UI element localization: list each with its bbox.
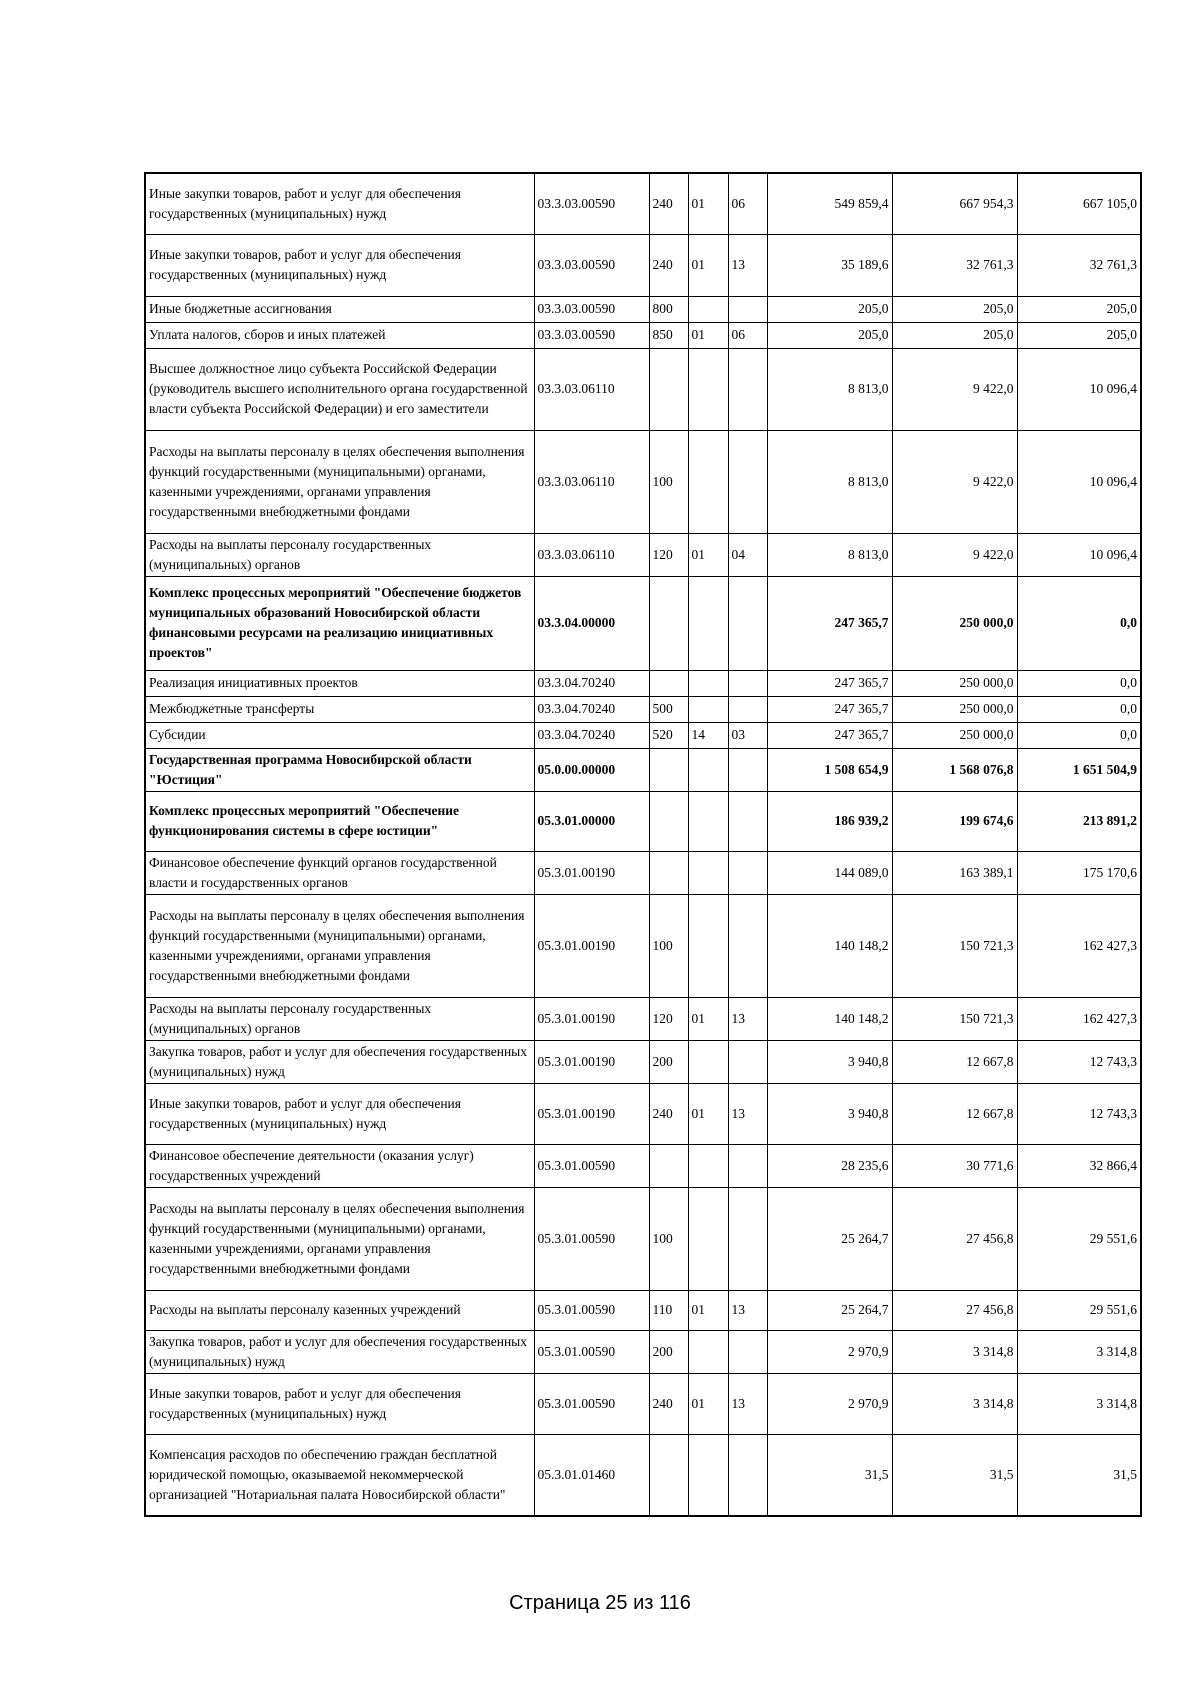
cell-amount-year1: 140 148,2: [767, 997, 892, 1040]
cell-expense-type: 100: [649, 430, 688, 533]
table-row: [145, 1144, 1141, 1187]
cell-amount-year2: 30 771,6: [892, 1144, 1017, 1187]
cell-name: Высшее должностное лицо субъекта Российской Федерации (руководитель высшего исполнительного органа государственной власти субъекта Российской Федерации) и его заместители: [145, 348, 534, 430]
cell-amount-year3: 3 314,8: [1017, 1330, 1141, 1373]
cell-name: Государственная программа Новосибирской области "Юстиция": [145, 748, 534, 791]
cell-amount-year1: 247 365,7: [767, 670, 892, 696]
cell-amount-year2: 12 667,8: [892, 1040, 1017, 1083]
cell-amount-year3: 162 427,3: [1017, 997, 1141, 1040]
cell-amount-year3: 213 891,2: [1017, 791, 1141, 851]
table-row: [145, 1373, 1141, 1434]
cell-name: Закупка товаров, работ и услуг для обеспечения государственных (муниципальных) нужд: [145, 1040, 534, 1083]
cell-subsection: [728, 851, 767, 894]
cell-target-code: 03.3.04.70240: [534, 696, 649, 722]
cell-subsection: 03: [728, 722, 767, 748]
cell-expense-type: [649, 1144, 688, 1187]
table-row: [145, 696, 1141, 722]
cell-amount-year1: 8 813,0: [767, 533, 892, 576]
cell-expense-type: [649, 791, 688, 851]
cell-amount-year3: 12 743,3: [1017, 1083, 1141, 1144]
cell-target-code: 05.3.01.00190: [534, 1040, 649, 1083]
cell-subsection: [728, 348, 767, 430]
cell-section: [688, 1330, 728, 1373]
cell-amount-year2: 9 422,0: [892, 348, 1017, 430]
cell-section: [688, 670, 728, 696]
cell-name: Иные закупки товаров, работ и услуг для обеспечения государственных (муниципальных) нужд: [145, 234, 534, 296]
cell-amount-year1: 8 813,0: [767, 348, 892, 430]
cell-expense-type: 200: [649, 1330, 688, 1373]
cell-amount-year2: 250 000,0: [892, 722, 1017, 748]
table-row: [145, 296, 1141, 322]
cell-subsection: [728, 1434, 767, 1516]
cell-name: Иные закупки товаров, работ и услуг для обеспечения государственных (муниципальных) нужд: [145, 1083, 534, 1144]
table-row: [145, 670, 1141, 696]
cell-section: 01: [688, 1083, 728, 1144]
table-row: [145, 851, 1141, 894]
cell-amount-year3: 3 314,8: [1017, 1373, 1141, 1434]
cell-amount-year3: 667 105,0: [1017, 173, 1141, 234]
cell-target-code: 05.3.01.00190: [534, 997, 649, 1040]
cell-subsection: [728, 1144, 767, 1187]
cell-amount-year3: 205,0: [1017, 296, 1141, 322]
cell-section: [688, 1144, 728, 1187]
cell-amount-year1: 8 813,0: [767, 430, 892, 533]
cell-expense-type: [649, 1434, 688, 1516]
cell-amount-year1: 25 264,7: [767, 1290, 892, 1330]
cell-name: Межбюджетные трансферты: [145, 696, 534, 722]
cell-target-code: 05.3.01.00000: [534, 791, 649, 851]
cell-subsection: 13: [728, 997, 767, 1040]
cell-target-code: 05.3.01.00590: [534, 1290, 649, 1330]
cell-amount-year2: 150 721,3: [892, 894, 1017, 997]
cell-name: Комплекс процессных мероприятий "Обеспечение бюджетов муниципальных образований Новосибирской области финансовыми ресурсами на реализацию инициативных проектов": [145, 576, 534, 670]
cell-name: Расходы на выплаты персоналу в целях обеспечения выполнения функций государственными (муниципальными) органами, казенными учреждениями, органами управления государственными внебюджетными фондами: [145, 894, 534, 997]
cell-section: [688, 1040, 728, 1083]
cell-expense-type: 240: [649, 1083, 688, 1144]
cell-name: Комплекс процессных мероприятий "Обеспечение функционирования системы в сфере юстиции": [145, 791, 534, 851]
cell-amount-year3: 10 096,4: [1017, 348, 1141, 430]
cell-amount-year2: 12 667,8: [892, 1083, 1017, 1144]
table-body: [145, 173, 1141, 1516]
cell-amount-year1: 1 508 654,9: [767, 748, 892, 791]
cell-subsection: 06: [728, 173, 767, 234]
cell-expense-type: [649, 851, 688, 894]
cell-amount-year2: 3 314,8: [892, 1330, 1017, 1373]
cell-amount-year1: 140 148,2: [767, 894, 892, 997]
cell-amount-year3: 1 651 504,9: [1017, 748, 1141, 791]
cell-target-code: 03.3.03.00590: [534, 322, 649, 348]
cell-amount-year2: 150 721,3: [892, 997, 1017, 1040]
cell-amount-year2: 27 456,8: [892, 1187, 1017, 1290]
cell-section: 01: [688, 322, 728, 348]
cell-amount-year2: 205,0: [892, 322, 1017, 348]
cell-amount-year1: 144 089,0: [767, 851, 892, 894]
page-number: Страница 25 из 116: [509, 1592, 691, 1614]
cell-amount-year2: 163 389,1: [892, 851, 1017, 894]
cell-expense-type: 500: [649, 696, 688, 722]
cell-target-code: 05.3.01.01460: [534, 1434, 649, 1516]
cell-amount-year1: 35 189,6: [767, 234, 892, 296]
cell-target-code: 05.3.01.00590: [534, 1330, 649, 1373]
cell-target-code: 05.3.01.00590: [534, 1187, 649, 1290]
cell-subsection: [728, 748, 767, 791]
cell-target-code: 03.3.03.00590: [534, 173, 649, 234]
cell-expense-type: 100: [649, 1187, 688, 1290]
cell-target-code: 05.0.00.00000: [534, 748, 649, 791]
budget-table: [144, 172, 1142, 1517]
cell-expense-type: 240: [649, 173, 688, 234]
cell-section: [688, 348, 728, 430]
cell-name: Иные закупки товаров, работ и услуг для обеспечения государственных (муниципальных) нужд: [145, 1373, 534, 1434]
cell-name: Расходы на выплаты персоналу государственных (муниципальных) органов: [145, 533, 534, 576]
cell-section: [688, 430, 728, 533]
table-row: [145, 722, 1141, 748]
cell-expense-type: [649, 576, 688, 670]
cell-amount-year2: 250 000,0: [892, 670, 1017, 696]
cell-expense-type: [649, 348, 688, 430]
cell-amount-year1: 2 970,9: [767, 1373, 892, 1434]
cell-subsection: [728, 296, 767, 322]
cell-target-code: 03.3.03.06110: [534, 533, 649, 576]
cell-amount-year2: 3 314,8: [892, 1373, 1017, 1434]
cell-section: [688, 894, 728, 997]
table-row: [145, 1187, 1141, 1290]
cell-expense-type: [649, 670, 688, 696]
cell-expense-type: 200: [649, 1040, 688, 1083]
cell-amount-year1: 247 365,7: [767, 576, 892, 670]
cell-expense-type: 100: [649, 894, 688, 997]
cell-subsection: 13: [728, 1290, 767, 1330]
cell-section: 01: [688, 1290, 728, 1330]
cell-expense-type: 240: [649, 1373, 688, 1434]
cell-name: Финансовое обеспечение деятельности (оказания услуг) государственных учреждений: [145, 1144, 534, 1187]
cell-expense-type: 120: [649, 533, 688, 576]
cell-amount-year2: 667 954,3: [892, 173, 1017, 234]
table-row: [145, 997, 1141, 1040]
table-row: [145, 430, 1141, 533]
cell-amount-year3: 0,0: [1017, 722, 1141, 748]
cell-name: Закупка товаров, работ и услуг для обеспечения государственных (муниципальных) нужд: [145, 1330, 534, 1373]
cell-section: 01: [688, 173, 728, 234]
cell-target-code: 03.3.03.06110: [534, 348, 649, 430]
cell-subsection: [728, 696, 767, 722]
cell-section: 01: [688, 1373, 728, 1434]
cell-amount-year3: 12 743,3: [1017, 1040, 1141, 1083]
cell-target-code: 03.3.03.06110: [534, 430, 649, 533]
cell-section: 01: [688, 234, 728, 296]
cell-amount-year2: 32 761,3: [892, 234, 1017, 296]
cell-section: 01: [688, 997, 728, 1040]
table-row: [145, 234, 1141, 296]
cell-target-code: 05.3.01.00190: [534, 894, 649, 997]
cell-amount-year3: 32 761,3: [1017, 234, 1141, 296]
cell-section: [688, 791, 728, 851]
cell-amount-year3: 0,0: [1017, 670, 1141, 696]
cell-target-code: 05.3.01.00190: [534, 1083, 649, 1144]
cell-subsection: 13: [728, 234, 767, 296]
table-row: [145, 1040, 1141, 1083]
cell-target-code: 05.3.01.00190: [534, 851, 649, 894]
cell-amount-year3: 29 551,6: [1017, 1290, 1141, 1330]
cell-amount-year1: 186 939,2: [767, 791, 892, 851]
cell-amount-year1: 205,0: [767, 322, 892, 348]
cell-expense-type: 850: [649, 322, 688, 348]
cell-amount-year2: 250 000,0: [892, 696, 1017, 722]
cell-section: [688, 296, 728, 322]
cell-section: [688, 1434, 728, 1516]
table-row: [145, 1330, 1141, 1373]
cell-section: 14: [688, 722, 728, 748]
cell-name: Расходы на выплаты персоналу в целях обеспечения выполнения функций государственными (муниципальными) органами, казенными учреждениями, органами управления государственными внебюджетными фондами: [145, 430, 534, 533]
cell-subsection: [728, 1330, 767, 1373]
cell-subsection: [728, 430, 767, 533]
cell-name: Иные закупки товаров, работ и услуг для обеспечения государственных (муниципальных) нужд: [145, 173, 534, 234]
cell-amount-year2: 1 568 076,8: [892, 748, 1017, 791]
cell-amount-year3: 175 170,6: [1017, 851, 1141, 894]
cell-name: Компенсация расходов по обеспечению граждан бесплатной юридической помощью, оказываемой некоммерческой организацией "Нотариальная палата Новосибирской области": [145, 1434, 534, 1516]
cell-name: Иные бюджетные ассигнования: [145, 296, 534, 322]
cell-amount-year3: 162 427,3: [1017, 894, 1141, 997]
cell-subsection: [728, 1187, 767, 1290]
cell-section: [688, 748, 728, 791]
cell-amount-year1: 3 940,8: [767, 1040, 892, 1083]
cell-name: Уплата налогов, сборов и иных платежей: [145, 322, 534, 348]
cell-name: Финансовое обеспечение функций органов государственной власти и государственных органов: [145, 851, 534, 894]
table-row: [145, 1290, 1141, 1330]
cell-expense-type: 120: [649, 997, 688, 1040]
cell-expense-type: [649, 748, 688, 791]
cell-subsection: [728, 576, 767, 670]
cell-amount-year1: 247 365,7: [767, 696, 892, 722]
cell-subsection: 13: [728, 1373, 767, 1434]
cell-amount-year2: 9 422,0: [892, 533, 1017, 576]
cell-amount-year2: 250 000,0: [892, 576, 1017, 670]
table-row: [145, 576, 1141, 670]
cell-target-code: 03.3.03.00590: [534, 296, 649, 322]
cell-target-code: 03.3.04.70240: [534, 670, 649, 696]
cell-amount-year3: 205,0: [1017, 322, 1141, 348]
cell-name: Расходы на выплаты персоналу государственных (муниципальных) органов: [145, 997, 534, 1040]
cell-expense-type: 110: [649, 1290, 688, 1330]
table-row: [145, 1083, 1141, 1144]
table-row: [145, 322, 1141, 348]
cell-subsection: 06: [728, 322, 767, 348]
cell-amount-year1: 31,5: [767, 1434, 892, 1516]
cell-amount-year3: 0,0: [1017, 576, 1141, 670]
cell-target-code: 03.3.03.00590: [534, 234, 649, 296]
table-row: [145, 894, 1141, 997]
cell-expense-type: 800: [649, 296, 688, 322]
table-row: [145, 348, 1141, 430]
cell-amount-year3: 0,0: [1017, 696, 1141, 722]
table-row: [145, 533, 1141, 576]
cell-name: Расходы на выплаты персоналу казенных учреждений: [145, 1290, 534, 1330]
table-row: [145, 748, 1141, 791]
cell-amount-year3: 29 551,6: [1017, 1187, 1141, 1290]
cell-amount-year2: 199 674,6: [892, 791, 1017, 851]
cell-amount-year1: 25 264,7: [767, 1187, 892, 1290]
cell-amount-year2: 205,0: [892, 296, 1017, 322]
cell-amount-year1: 2 970,9: [767, 1330, 892, 1373]
cell-name: Расходы на выплаты персоналу в целях обеспечения выполнения функций государственными (муниципальными) органами, казенными учреждениями, органами управления государственными внебюджетными фондами: [145, 1187, 534, 1290]
cell-amount-year2: 31,5: [892, 1434, 1017, 1516]
table-row: [145, 1434, 1141, 1516]
cell-subsection: 13: [728, 1083, 767, 1144]
cell-amount-year3: 10 096,4: [1017, 430, 1141, 533]
cell-section: [688, 1187, 728, 1290]
cell-expense-type: 240: [649, 234, 688, 296]
cell-amount-year1: 247 365,7: [767, 722, 892, 748]
cell-target-code: 03.3.04.00000: [534, 576, 649, 670]
cell-subsection: [728, 894, 767, 997]
cell-target-code: 05.3.01.00590: [534, 1144, 649, 1187]
cell-target-code: 03.3.04.70240: [534, 722, 649, 748]
cell-subsection: 04: [728, 533, 767, 576]
cell-target-code: 05.3.01.00590: [534, 1373, 649, 1434]
table-row: [145, 173, 1141, 234]
cell-amount-year1: 3 940,8: [767, 1083, 892, 1144]
cell-name: Реализация инициативных проектов: [145, 670, 534, 696]
cell-amount-year3: 32 866,4: [1017, 1144, 1141, 1187]
cell-subsection: [728, 670, 767, 696]
cell-amount-year3: 31,5: [1017, 1434, 1141, 1516]
cell-expense-type: 520: [649, 722, 688, 748]
cell-amount-year1: 28 235,6: [767, 1144, 892, 1187]
cell-subsection: [728, 791, 767, 851]
table-row: [145, 791, 1141, 851]
cell-section: [688, 851, 728, 894]
cell-section: [688, 576, 728, 670]
cell-section: [688, 696, 728, 722]
cell-name: Субсидии: [145, 722, 534, 748]
cell-amount-year1: 549 859,4: [767, 173, 892, 234]
cell-subsection: [728, 1040, 767, 1083]
cell-amount-year2: 9 422,0: [892, 430, 1017, 533]
cell-amount-year2: 27 456,8: [892, 1290, 1017, 1330]
cell-amount-year1: 205,0: [767, 296, 892, 322]
cell-section: 01: [688, 533, 728, 576]
cell-amount-year3: 10 096,4: [1017, 533, 1141, 576]
